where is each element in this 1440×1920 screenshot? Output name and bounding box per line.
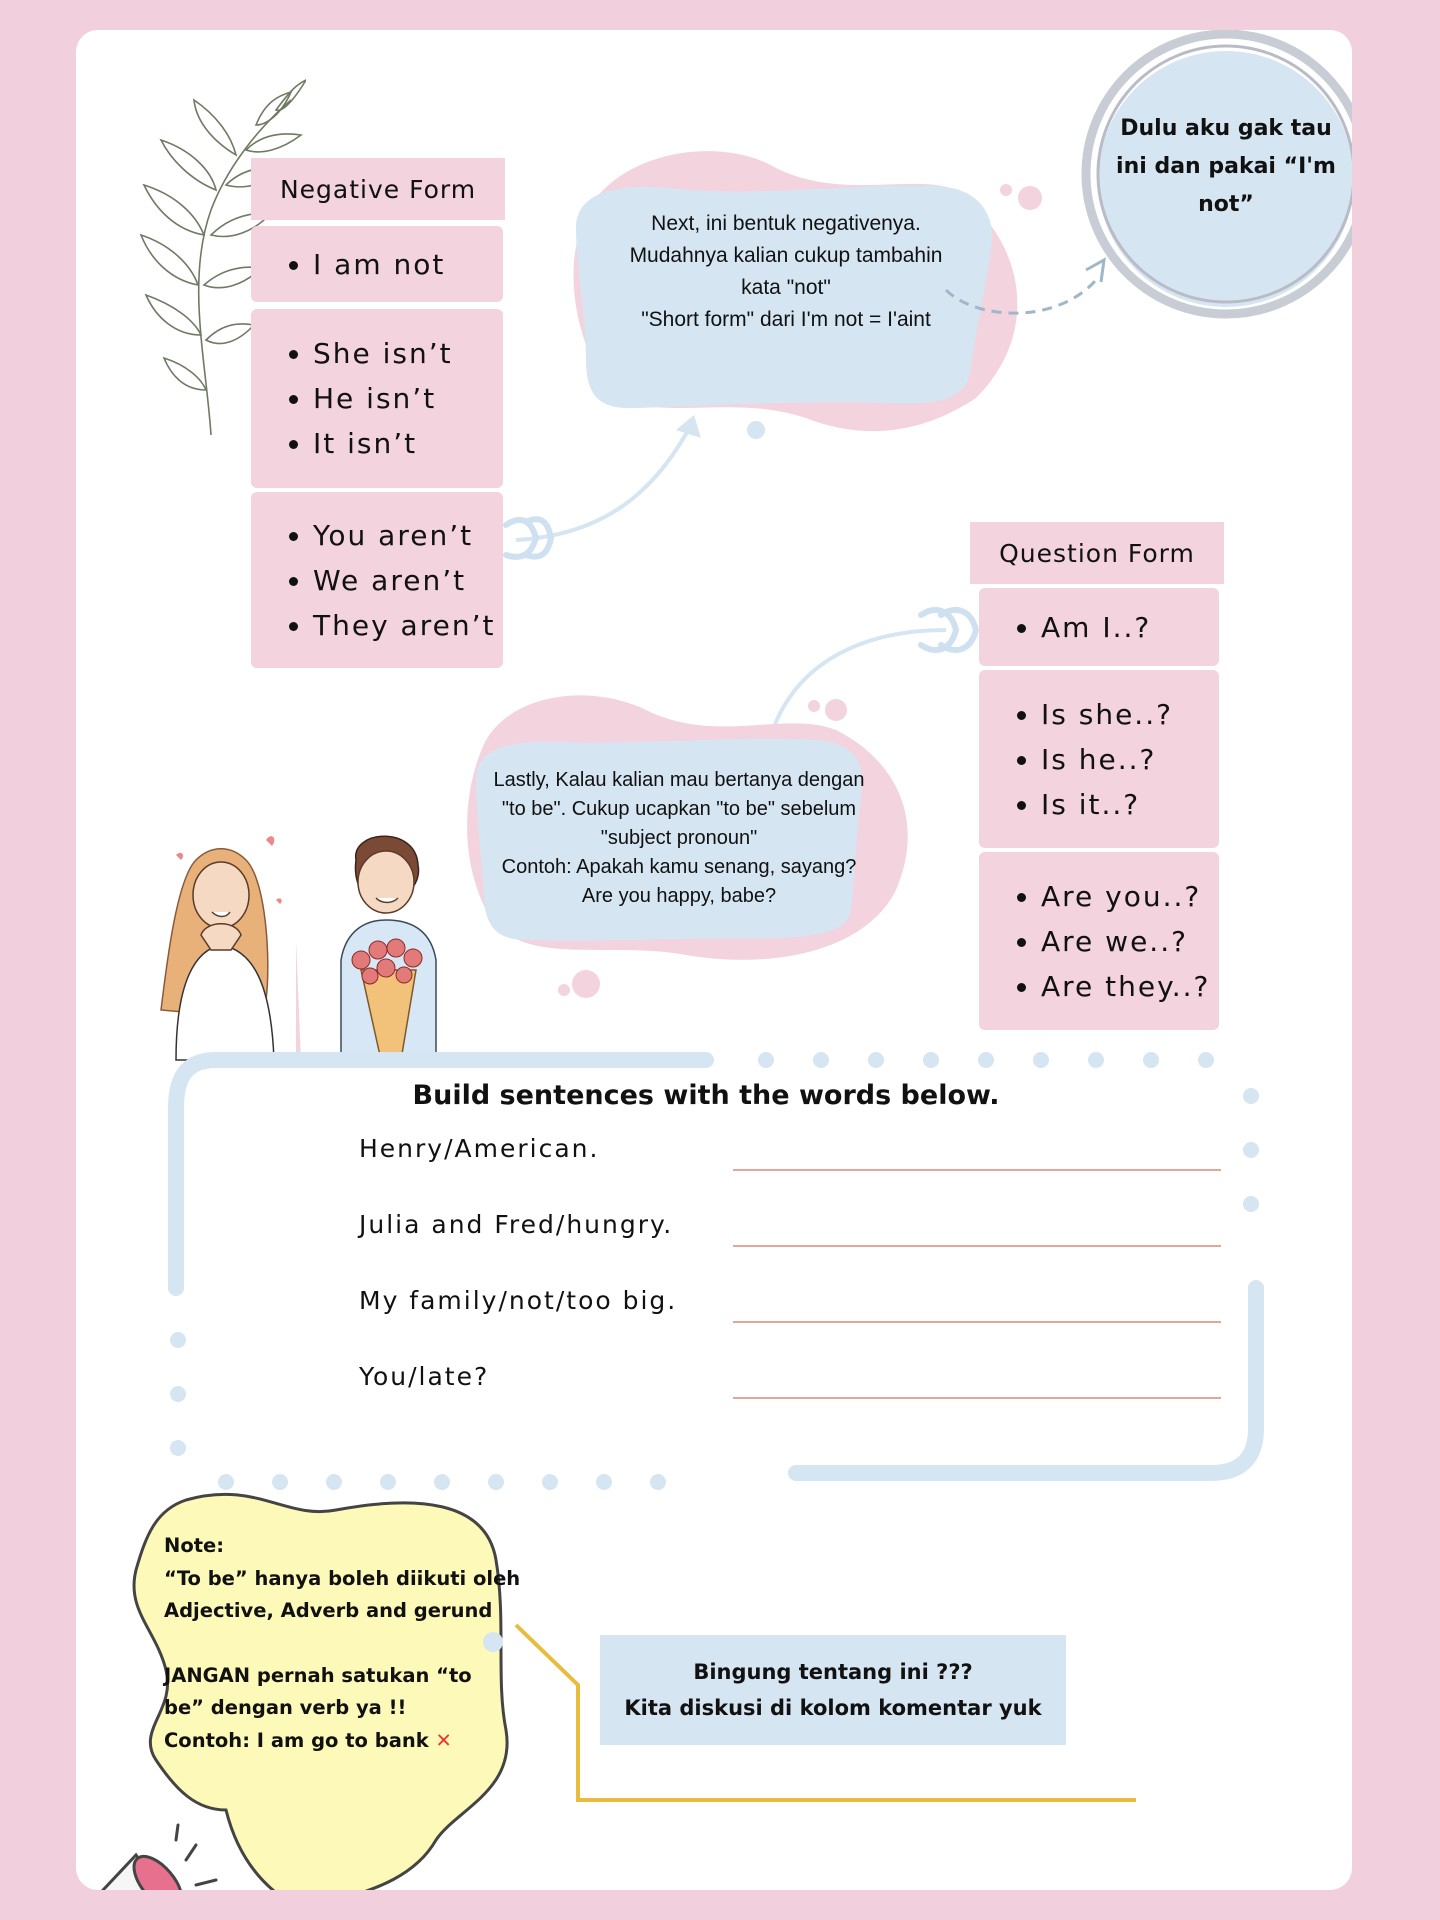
negative-list-1 <box>251 242 445 287</box>
list-item: • Is she..? <box>1041 692 1173 737</box>
note-line <box>164 1725 524 1758</box>
bubble-line: "Short form" dari I'm not = I'aint <box>641 308 931 331</box>
bubble-line: Mudahnya kalian cukup tambahin <box>629 244 943 267</box>
exercise-prompt: Henry/American. <box>359 1134 600 1163</box>
question-list-1 <box>979 605 1151 650</box>
negative-group-1 <box>251 226 503 302</box>
circle-line: ini dan pakai “I'm <box>1116 154 1336 179</box>
negative-list-3 <box>251 513 495 648</box>
answer-line[interactable] <box>733 1245 1221 1247</box>
bubble-line: "to be". Cukup ucapkan "to be" sebelum <box>501 798 857 820</box>
couple-illustration <box>156 820 496 1070</box>
list-item: • You aren’t <box>313 513 495 558</box>
exercise-frame <box>166 1048 1346 1508</box>
negative-list-2 <box>251 331 453 466</box>
list-item: • Am I..? <box>1041 605 1151 650</box>
bubble-line: Are you happy, babe? <box>581 885 777 907</box>
question-form-title: Question Form <box>970 522 1224 584</box>
question-bubble-text <box>474 766 884 911</box>
list-item: • They aren’t <box>313 603 495 648</box>
answer-line[interactable] <box>733 1397 1221 1399</box>
list-item: • I am not <box>313 242 445 287</box>
list-item: • Are they..? <box>1041 964 1210 1009</box>
answer-line[interactable] <box>733 1169 1221 1171</box>
list-item: • Are we..? <box>1041 919 1210 964</box>
note-line: Adjective, Adverb and gerund <box>164 1599 493 1622</box>
bubble-line: Next, ini bentuk negativenya. <box>651 212 921 235</box>
note-line: “To be” hanya boleh diikuti oleh <box>164 1566 521 1590</box>
bubble-line: Lastly, Kalau kalian mau bertanya dengan <box>493 769 865 791</box>
comment-line: Kita diskusi di kolom komentar yuk <box>624 1696 1042 1720</box>
list-item: • It isn’t <box>313 421 453 466</box>
question-group-1 <box>979 588 1219 666</box>
exercise-prompt: Julia and Fred/hungry. <box>359 1210 674 1239</box>
negative-bubble-text <box>576 208 996 336</box>
note-line: be” dengan verb ya !! <box>164 1696 407 1719</box>
note-line <box>164 1628 524 1660</box>
comment-line: Bingung tentang ini ??? <box>693 1660 973 1684</box>
list-item: • Are you..? <box>1041 874 1210 919</box>
list-item: • Is he..? <box>1041 737 1173 782</box>
comment-box <box>600 1635 1066 1745</box>
list-item: • She isn’t <box>313 331 453 376</box>
cross-icon: ✕ <box>435 1728 452 1752</box>
note-text <box>164 1530 524 1757</box>
circle-note-text <box>1101 110 1351 224</box>
negative-group-3 <box>251 492 503 668</box>
note-example: Contoh: I am go to bank <box>164 1728 429 1752</box>
worksheet-card <box>76 30 1352 1890</box>
note-line: Note: <box>164 1534 225 1557</box>
bubble-line: kata "not" <box>741 276 831 299</box>
exercise-prompt: You/late? <box>359 1362 490 1391</box>
circle-line: Dulu aku gak tau <box>1120 116 1332 141</box>
bubble-line: Contoh: Apakah kamu senang, sayang? <box>501 856 857 878</box>
answer-line[interactable] <box>733 1321 1221 1323</box>
negative-group-2 <box>251 309 503 488</box>
list-item: • He isn’t <box>313 376 453 421</box>
list-item: • We aren’t <box>313 558 495 603</box>
megaphone-icon <box>76 1800 236 1890</box>
note-line: JANGAN pernah satukan “to <box>164 1663 472 1687</box>
list-item: • Is it..? <box>1041 782 1173 827</box>
negative-form-title: Negative Form <box>251 158 505 220</box>
exercise-title: Build sentences with the words below. <box>412 1080 1000 1111</box>
circle-line: not” <box>1198 192 1254 217</box>
exercise-prompt: My family/not/too big. <box>359 1286 678 1315</box>
bubble-line: "subject pronoun" <box>600 827 758 849</box>
curved-arrow-icon <box>496 410 716 560</box>
